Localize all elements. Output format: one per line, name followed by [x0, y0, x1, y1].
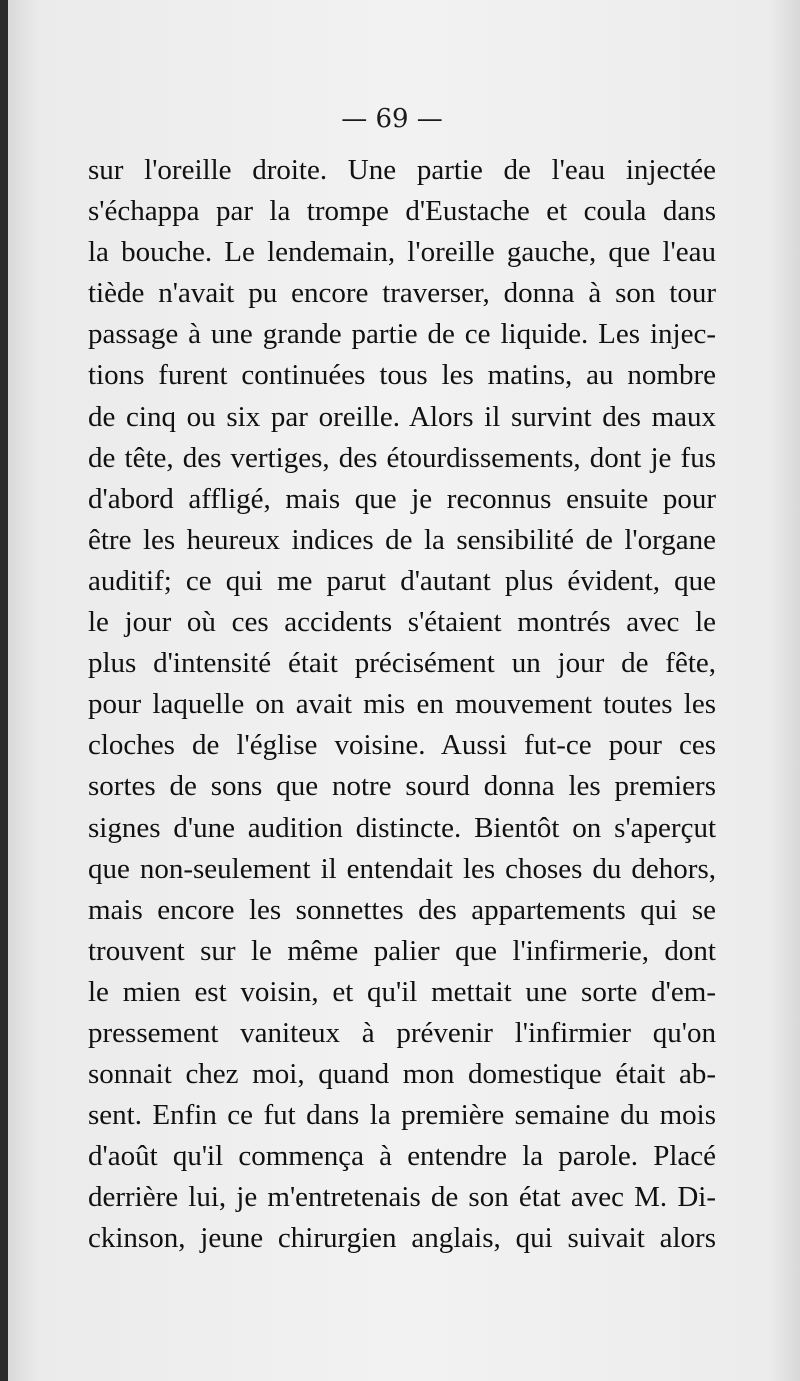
text-line: pour laquelle on avait mis en mouvement toutes les	[88, 688, 716, 721]
book-page	[8, 0, 800, 1381]
body-text	[88, 150, 716, 1260]
text-line: de cinq ou six par oreille. Alors il survint des maux	[88, 400, 716, 433]
text-line: mais encore les sonnettes des appartements qui se	[88, 893, 716, 926]
text-line: plus d'intensité était précisément un jour de fête,	[88, 647, 716, 680]
text-line: passage à une grande partie de ce liquide. Les injec-	[88, 318, 716, 351]
text-line: d'abord affligé, mais que je reconnus ensuite pour	[88, 482, 716, 515]
page-number: — 69 —	[341, 104, 443, 134]
text-line: cloches de l'église voisine. Aussi fut-ce pour ces	[88, 729, 716, 762]
text-line: que non-seulement il entendait les choses du dehors,	[88, 852, 716, 885]
text-line: ckinson, jeune chirurgien anglais, qui suivait alors	[88, 1222, 716, 1255]
text-line: pressement vaniteux à prévenir l'infirmier qu'on	[88, 1016, 716, 1049]
text-line: signes d'une audition distincte. Bientôt on s'aperçut	[88, 811, 716, 844]
text-line: sonnait chez moi, quand mon domestique était ab-	[88, 1058, 716, 1091]
text-line: de tête, des vertiges, des étourdissements, dont je fus	[88, 441, 716, 474]
text-line: auditif; ce qui me parut d'autant plus évident, que	[88, 564, 716, 597]
text-line: sur l'oreille droite. Une partie de l'eau injectée	[88, 154, 716, 186]
text-line: sent. Enfin ce fut dans la première semaine du mois	[88, 1099, 716, 1132]
text-line: d'août qu'il commença à entendre la parole. Placé	[88, 1140, 716, 1173]
text-line: s'échappa par la trompe d'Eustache et coula dans	[88, 195, 716, 228]
text-line: sortes de sons que notre sourd donna les premiers	[88, 770, 716, 803]
text-line: le jour où ces accidents s'étaient montrés avec le	[88, 606, 716, 639]
text-line: tiède n'avait pu encore traverser, donna à son tour	[88, 277, 716, 310]
text-line: le mien est voisin, et qu'il mettait une sorte d'em-	[88, 975, 716, 1008]
text-line: trouvent sur le même palier que l'infirmerie, dont	[88, 934, 716, 967]
text-line: derrière lui, je m'entretenais de son état avec M. Di-	[88, 1181, 716, 1214]
text-line: tions furent continuées tous les matins, au nombre	[88, 359, 716, 392]
text-line: la bouche. Le lendemain, l'oreille gauche, que l'eau	[88, 236, 716, 269]
text-line: être les heureux indices de la sensibilité de l'organe	[88, 523, 716, 556]
